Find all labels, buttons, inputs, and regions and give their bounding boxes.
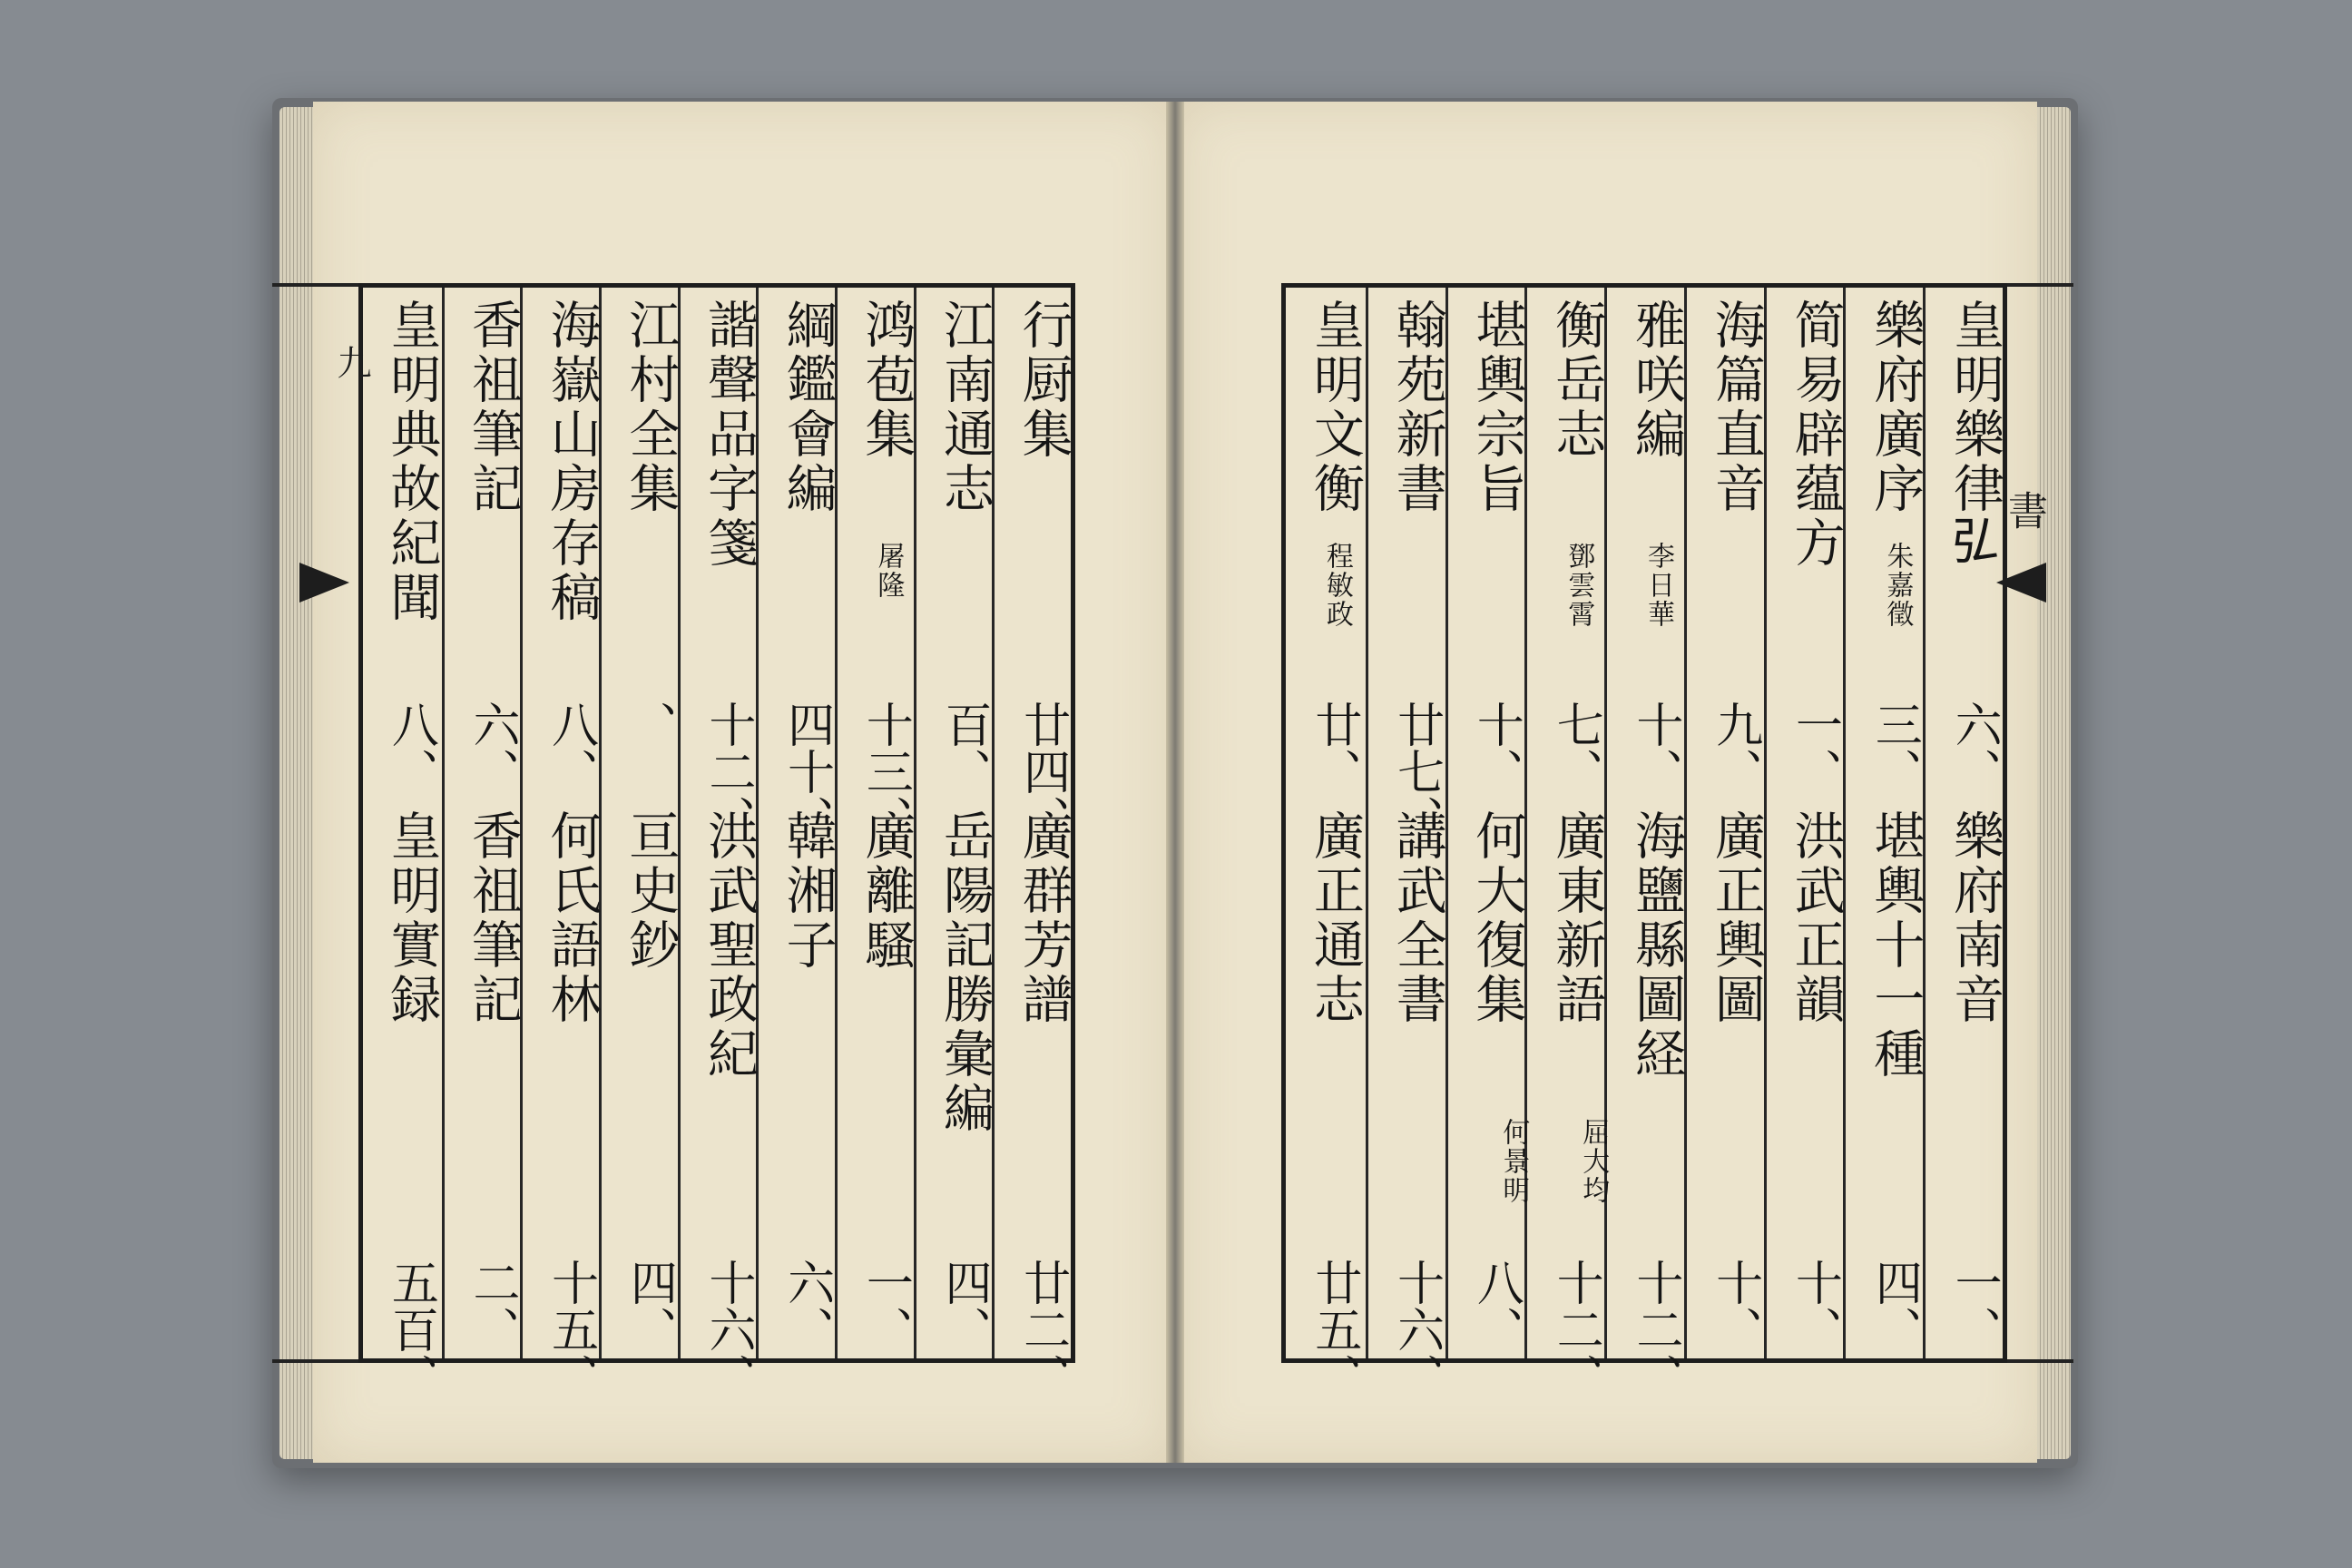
entry-title-lower: 堪輿十一種 bbox=[1866, 809, 1926, 1082]
entry-title-lower: 何氏語林 bbox=[542, 809, 602, 1027]
entry-title: 綱鑑會編 bbox=[778, 299, 838, 516]
right-page-column-4 bbox=[1684, 288, 1764, 1358]
entry-title-lower: 講武全書 bbox=[1387, 809, 1447, 1027]
right-frame-rule-bottom bbox=[2001, 1359, 2073, 1363]
entry-volumes: 十、 bbox=[1468, 701, 1524, 795]
right-page-column-8 bbox=[1366, 288, 1447, 1400]
entry-volumes: 百、 bbox=[936, 701, 991, 795]
entry-volumes: 廿七、 bbox=[1388, 701, 1444, 842]
entry-title-lower: 何大復集 bbox=[1467, 809, 1527, 1027]
left-page-column-8 bbox=[442, 288, 521, 1358]
entry-volumes-lower: 十二、 bbox=[1627, 1259, 1682, 1400]
right-page-column-3 bbox=[1764, 288, 1844, 1358]
right-page-column-2 bbox=[1843, 288, 1926, 1358]
entry-title: 翰苑新書 bbox=[1387, 299, 1447, 516]
entry-title-lower: 廣東新語 bbox=[1547, 809, 1607, 1027]
left-page-column-1 bbox=[992, 288, 1073, 1400]
entry-title: 简易辟蕴方 bbox=[1786, 299, 1846, 571]
entry-title-lower: 香祖筆記 bbox=[463, 809, 523, 1027]
entry-title: 行厨集 bbox=[1014, 299, 1073, 462]
right-page-frame bbox=[1281, 283, 2007, 1400]
entry-title: 海篇直音 bbox=[1706, 299, 1766, 516]
entry-title: 衡岳志 bbox=[1547, 299, 1607, 462]
entry-title-lower: 韓湘子 bbox=[778, 809, 838, 973]
entry-title-lower: 海鹽縣圖経 bbox=[1626, 809, 1686, 1082]
entry-title-lower: 廣離騷 bbox=[857, 809, 916, 973]
right-page-column-9 bbox=[1286, 288, 1366, 1400]
page-edges-left bbox=[279, 107, 318, 1459]
entry-volumes-lower: 四、 bbox=[936, 1259, 991, 1353]
entry-volumes: 三、 bbox=[1867, 701, 1922, 795]
left-page-column-5 bbox=[678, 288, 759, 1400]
entry-volumes: 九、 bbox=[1707, 701, 1762, 795]
left-page-column-3 bbox=[835, 288, 914, 1358]
entry-title: 江南通志 bbox=[935, 299, 995, 516]
entry-volumes-lower: 四、 bbox=[1867, 1259, 1922, 1353]
entry-note: 鄧雲霄 bbox=[1563, 542, 1595, 629]
entry-volumes: 七、 bbox=[1548, 701, 1603, 795]
entry-volumes: 六、 bbox=[464, 701, 519, 795]
left-frame-rule-bottom bbox=[272, 1359, 358, 1363]
entry-volumes: 一、 bbox=[1787, 701, 1842, 795]
entry-title-lower: 洪武聖政紀 bbox=[699, 809, 759, 1082]
left-page-column-7 bbox=[520, 288, 602, 1400]
entry-title: 鸿苞集 bbox=[857, 299, 916, 462]
left-page-column-2 bbox=[914, 288, 993, 1358]
entry-title: 海嶽山房存稿 bbox=[542, 299, 602, 625]
right-page-column-7 bbox=[1446, 288, 1530, 1358]
entry-title: 皇明文衡 bbox=[1305, 299, 1365, 516]
entry-volumes: 十三、 bbox=[858, 701, 913, 842]
entry-volumes-lower: 二、 bbox=[464, 1259, 519, 1353]
entry-title: 樂府廣序 bbox=[1866, 299, 1926, 516]
entry-title: 皇明典故紀聞 bbox=[382, 299, 442, 625]
entry-volumes-lower: 十六、 bbox=[1388, 1259, 1444, 1400]
entry-note: 朱嘉徵 bbox=[1881, 542, 1914, 629]
entry-volumes-lower: 十五、 bbox=[543, 1259, 598, 1400]
entry-note-lower: 屈大均 bbox=[1577, 1118, 1610, 1205]
entry-volumes: 十二、 bbox=[700, 701, 755, 842]
entry-volumes: 四十、 bbox=[779, 701, 834, 842]
entry-volumes: 、 bbox=[622, 701, 677, 748]
entry-note-lower: 何景明 bbox=[1497, 1118, 1530, 1205]
entry-volumes-lower: 十、 bbox=[1787, 1259, 1842, 1353]
entry-volumes-lower: 一、 bbox=[1946, 1259, 2002, 1353]
entry-note: 程敏政 bbox=[1320, 542, 1353, 629]
entry-title: 香祖筆記 bbox=[463, 299, 523, 516]
entry-volumes: 廿四、 bbox=[1014, 701, 1070, 842]
entry-volumes-lower: 十六、 bbox=[700, 1259, 755, 1400]
entry-volumes-lower: 十二、 bbox=[1548, 1259, 1603, 1400]
left-page-column-6 bbox=[599, 288, 681, 1358]
entry-volumes-lower: 五百、 bbox=[383, 1259, 438, 1400]
entry-title: 皇明樂律𢎞 bbox=[1945, 299, 2005, 571]
left-page-column-9 bbox=[363, 288, 442, 1400]
left-page-frame bbox=[358, 283, 1075, 1400]
entry-title-lower: 亘史鈔 bbox=[621, 809, 681, 973]
entry-volumes-lower: 四、 bbox=[622, 1259, 677, 1353]
entry-title: 江村全集 bbox=[621, 299, 681, 516]
entry-volumes: 六、 bbox=[1946, 701, 2002, 795]
entry-title-lower: 廣正通志 bbox=[1305, 809, 1365, 1027]
entry-volumes-lower: 一、 bbox=[858, 1259, 913, 1353]
right-page-column-5 bbox=[1604, 288, 1686, 1400]
leaf-number-left: 九 bbox=[331, 345, 371, 379]
entry-volumes: 八、 bbox=[383, 701, 438, 795]
page-edges-right bbox=[2033, 107, 2071, 1459]
entry-volumes-lower: 廿五、 bbox=[1306, 1259, 1361, 1400]
left-frame-rule-top bbox=[272, 283, 358, 287]
entry-note: 李日華 bbox=[1642, 542, 1674, 629]
entry-title-lower: 皇明實録 bbox=[382, 809, 442, 1027]
entry-title-lower: 廣正輿圖 bbox=[1706, 809, 1766, 1027]
entry-volumes-lower: 十、 bbox=[1707, 1259, 1762, 1353]
fishtail-mark-left bbox=[299, 563, 349, 603]
entry-volumes: 八、 bbox=[543, 701, 598, 795]
leaf-label-right: 書 bbox=[2001, 490, 2047, 530]
entry-title: 堪輿宗旨 bbox=[1467, 299, 1527, 516]
right-frame-rule-top bbox=[2001, 283, 2073, 287]
entry-volumes-lower: 八、 bbox=[1468, 1259, 1524, 1353]
entry-title: 諧聲品字箋 bbox=[699, 299, 759, 571]
entry-volumes: 十、 bbox=[1627, 701, 1682, 795]
entry-title-lower: 廣群芳譜 bbox=[1014, 809, 1073, 1027]
entry-title: 雅咲編 bbox=[1626, 299, 1686, 462]
right-page-column-6 bbox=[1524, 288, 1610, 1400]
right-page-column-1 bbox=[1923, 288, 2003, 1358]
entry-title-lower: 洪武正韻 bbox=[1786, 809, 1846, 1027]
entry-title-lower: 樂府南音 bbox=[1945, 809, 2005, 1027]
entry-volumes: 廿、 bbox=[1306, 701, 1361, 795]
entry-volumes-lower: 廿二、 bbox=[1014, 1259, 1070, 1400]
left-page-column-4 bbox=[756, 288, 838, 1358]
entry-volumes-lower: 六、 bbox=[779, 1259, 834, 1353]
entry-title-lower: 岳陽記勝彙編 bbox=[935, 809, 995, 1136]
book-gutter bbox=[1166, 102, 1184, 1463]
entry-note: 屠隆 bbox=[872, 542, 905, 600]
